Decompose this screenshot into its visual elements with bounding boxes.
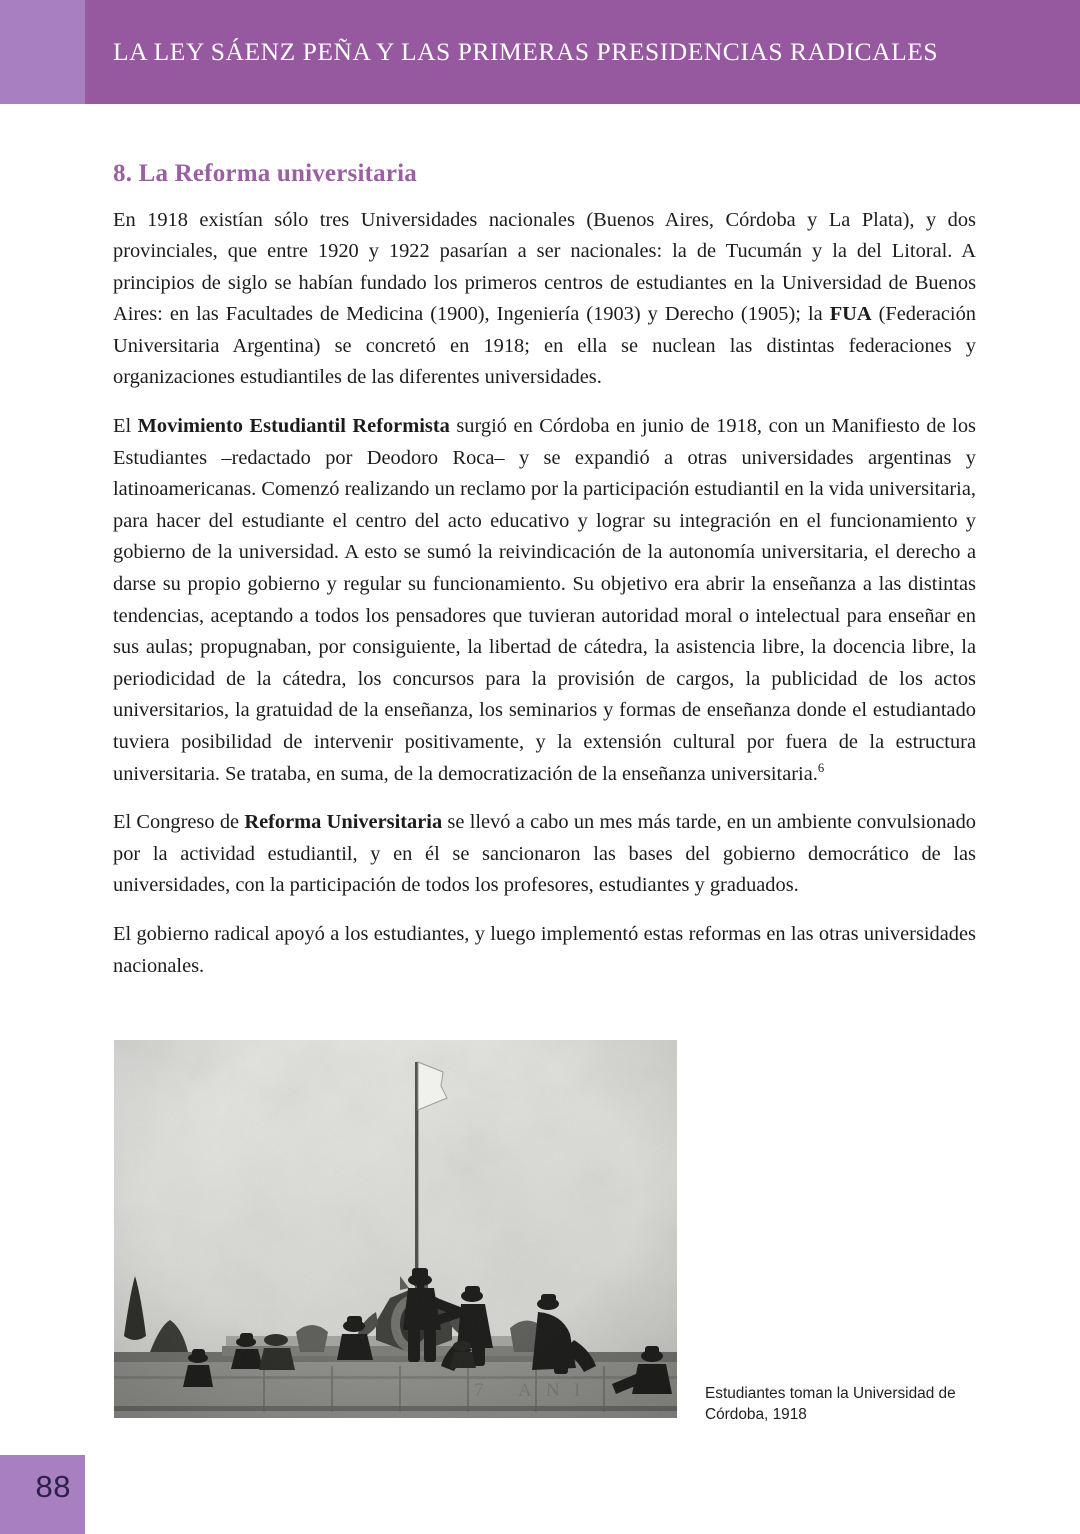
emphasis-term: Reforma Universitaria [244, 811, 443, 834]
emphasis-term: FUA [829, 303, 872, 326]
photo-illustration [114, 1040, 677, 1418]
page-header-band [0, 0, 1080, 104]
emphasis-term: Movimiento Estudiantil Reformista [137, 415, 450, 438]
historical-photo [114, 1040, 677, 1418]
body-paragraph: En 1918 existían sólo tres Universidades nacionales (Buenos Aires, Córdoba y La Plata), y dos provinciales, que entre 1920 y 1922 pasarían a ser nacionales: la de Tucumán y la del Litoral. A principios de siglo se habían fundado los primeros centros de estudiantes en la Universidad de Buenos Aires: en las Facultades de Medicina (1900), Ingeniería (1903) y Derecho (1905); la FUA (Federación Universitaria Argentina) se concretó en 1918; en ella se nuclean las distintas federaciones y organizaciones estudiantiles de las diferentes universidades. [113, 208, 976, 389]
figure [114, 1040, 677, 1418]
body-paragraph: El Movimiento Estudiantil Reformista surgió en Córdoba en junio de 1918, con un Manifiesto de los Estudiantes –redactado por Deodoro Roca– y se expandió a otras universidades argentinas y latinoamericanas. Comenzó realizando un reclamo por la participación estudiantil en la vida universitaria, para hacer del estudiante el centro del acto educativo y lograr su integración en el funcionamiento y gobierno de la universidad. A esto se sumó la reivindicación de la autonomía universitaria, el derecho a darse su propio gobierno y regular su funcionamiento. Su objetivo era abrir la enseñanza a las distintas tendencias, aceptando a todos los pensadores que tuvieran autoridad moral o intelectual para enseñar en sus aulas; propugnaban, por consiguiente, la libertad de cátedra, la asistencia libre, la docencia libre, la periodicidad de la cátedra, los concursos para la provisión de cargos, la publicidad de los actos universitarios, la gratuidad de la enseñanza, los seminarios y formas de enseñanza donde el estudiantado tuviera posibilidad de intervenir positivamente, y la extensión cultural por fuera de la estructura universitaria. Se trataba, en suma, de la democratización de la enseñanza universitaria.$^6$ [113, 415, 976, 785]
figure-caption: Estudiantes toman la Universidad de Córdoba, 1918 [705, 1385, 956, 1423]
footnote-marker: 6 [817, 760, 825, 775]
body-paragraph: El Congreso de Reforma Universitaria se llevó a cabo un mes más tarde, en un ambiente convulsionado por la actividad estudiantil, y en él se sancionaron las bases del gobierno democrático de las universidades, con la participación de todos los profesores, estudiantes y graduados. [113, 811, 976, 897]
page-number-block [0, 1455, 85, 1534]
page-title: LA LEY SÁENZ PEÑA Y LAS PRIMERAS PRESIDENCIAS RADICALES [113, 37, 939, 66]
page-number: 88 [35, 1469, 71, 1504]
header-accent-block [0, 0, 85, 104]
body-paragraph: El gobierno radical apoyó a los estudiantes, y luego implementó estas reformas en las otras universidades nacionales. [113, 922, 976, 977]
section-heading: 8. La Reforma universitaria [113, 160, 417, 187]
content-column [113, 104, 976, 982]
